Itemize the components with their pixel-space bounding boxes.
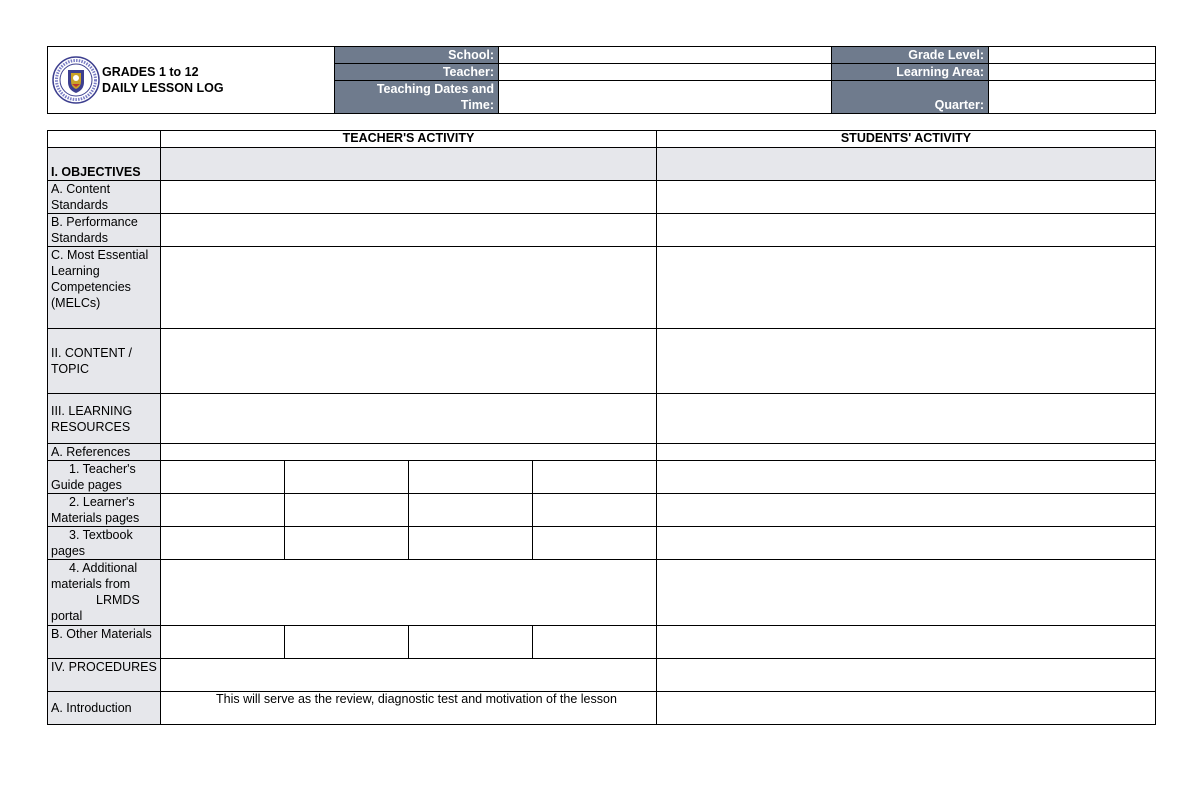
other-materials-cell-3[interactable]: [409, 626, 533, 659]
teacher-label: Teacher:: [335, 64, 499, 81]
school-field[interactable]: [499, 47, 832, 64]
corner-cell: [48, 131, 161, 148]
procedures-teacher-cell[interactable]: [161, 659, 657, 692]
header-logo-cell: [48, 47, 335, 114]
teachers-guide-students-cell[interactable]: [657, 461, 1156, 494]
learners-materials-students-cell[interactable]: [657, 494, 1156, 527]
learning-resources-students-cell[interactable]: [657, 394, 1156, 444]
melcs-teacher-cell[interactable]: [161, 247, 657, 329]
additional-materials-line2: LRMDS: [96, 593, 140, 607]
content-topic-label: II. CONTENT / TOPIC: [48, 329, 161, 394]
learners-materials-cell-1[interactable]: [161, 494, 285, 527]
textbook-cell-3[interactable]: [409, 527, 533, 560]
textbook-cell-2[interactable]: [285, 527, 409, 560]
title-grades: GRADES 1 to 12: [102, 65, 199, 79]
learners-materials-cell-2[interactable]: [285, 494, 409, 527]
textbook-cell-1[interactable]: [161, 527, 285, 560]
school-label: School:: [335, 47, 499, 64]
textbook-label: [48, 527, 161, 560]
teachers-guide-text: 1. Teacher's Guide pages: [51, 462, 136, 492]
references-label: A. References: [48, 444, 161, 461]
procedures-students-cell[interactable]: [657, 659, 1156, 692]
teachers-guide-label: [48, 461, 161, 494]
references-students-cell[interactable]: [657, 444, 1156, 461]
introduction-students-cell[interactable]: [657, 692, 1156, 725]
learning-resources-teacher-cell[interactable]: [161, 394, 657, 444]
melcs-label: C. Most Essential Learning Competencies (MELCs): [48, 247, 161, 329]
teacher-field[interactable]: [499, 64, 832, 81]
teaching-dates-label: Teaching Dates and Time:: [335, 81, 499, 114]
other-materials-cell-4[interactable]: [533, 626, 657, 659]
learning-area-label: Learning Area:: [832, 64, 989, 81]
learning-area-field[interactable]: [989, 64, 1156, 81]
learners-materials-cell-4[interactable]: [533, 494, 657, 527]
quarter-field[interactable]: [989, 81, 1156, 114]
other-materials-cell-2[interactable]: [285, 626, 409, 659]
introduction-label: A. Introduction: [48, 692, 161, 725]
content-standards-label: A. Content Standards: [48, 181, 161, 214]
learners-materials-cell-3[interactable]: [409, 494, 533, 527]
other-materials-students-cell[interactable]: [657, 626, 1156, 659]
grade-level-label: Grade Level:: [832, 47, 989, 64]
title-daily-lesson-log: DAILY LESSON LOG: [102, 81, 224, 95]
performance-standards-label: B. Performance Standards: [48, 214, 161, 247]
deped-seal-icon: [52, 56, 100, 104]
additional-materials-line3: portal: [51, 609, 83, 623]
students-activity-header: STUDENTS' ACTIVITY: [657, 131, 1156, 148]
objectives-students-cell[interactable]: [657, 148, 1156, 181]
additional-materials-label: [48, 560, 161, 626]
grade-level-field[interactable]: [989, 47, 1156, 64]
teachers-guide-cell-4[interactable]: [533, 461, 657, 494]
additional-materials-teacher-cell[interactable]: [161, 560, 657, 626]
procedures-label: IV. PROCEDURES: [48, 659, 161, 692]
content-topic-teacher-cell[interactable]: [161, 329, 657, 394]
additional-materials-students-cell[interactable]: [657, 560, 1156, 626]
introduction-text: This will serve as the review, diagnostic test and motivation of the lesson: [216, 692, 617, 706]
performance-standards-students-cell[interactable]: [657, 214, 1156, 247]
objectives-teacher-cell[interactable]: [161, 148, 657, 181]
textbook-text: 3. Textbook pages: [51, 528, 133, 558]
lesson-log-table: [47, 130, 1156, 725]
additional-materials-line1: 4. Additional materials from: [51, 561, 138, 591]
melcs-students-cell[interactable]: [657, 247, 1156, 329]
performance-standards-teacher-cell[interactable]: [161, 214, 657, 247]
learners-materials-label: [48, 494, 161, 527]
header-table: [47, 46, 1156, 114]
content-topic-students-cell[interactable]: [657, 329, 1156, 394]
introduction-teacher-cell[interactable]: [161, 692, 657, 725]
other-materials-label: B. Other Materials: [48, 626, 161, 659]
textbook-cell-4[interactable]: [533, 527, 657, 560]
other-materials-cell-1[interactable]: [161, 626, 285, 659]
learners-materials-text: 2. Learner's Materials pages: [51, 495, 140, 525]
quarter-label: Quarter:: [832, 81, 989, 114]
content-standards-students-cell[interactable]: [657, 181, 1156, 214]
textbook-students-cell[interactable]: [657, 527, 1156, 560]
content-standards-teacher-cell[interactable]: [161, 181, 657, 214]
references-teacher-cell[interactable]: [161, 444, 657, 461]
teachers-activity-header: TEACHER'S ACTIVITY: [161, 131, 657, 148]
teachers-guide-cell-2[interactable]: [285, 461, 409, 494]
learning-resources-label: III. LEARNING RESOURCES: [48, 394, 161, 444]
teachers-guide-cell-3[interactable]: [409, 461, 533, 494]
teachers-guide-cell-1[interactable]: [161, 461, 285, 494]
teaching-dates-field[interactable]: [499, 81, 832, 114]
objectives-label: I. OBJECTIVES: [48, 148, 161, 181]
